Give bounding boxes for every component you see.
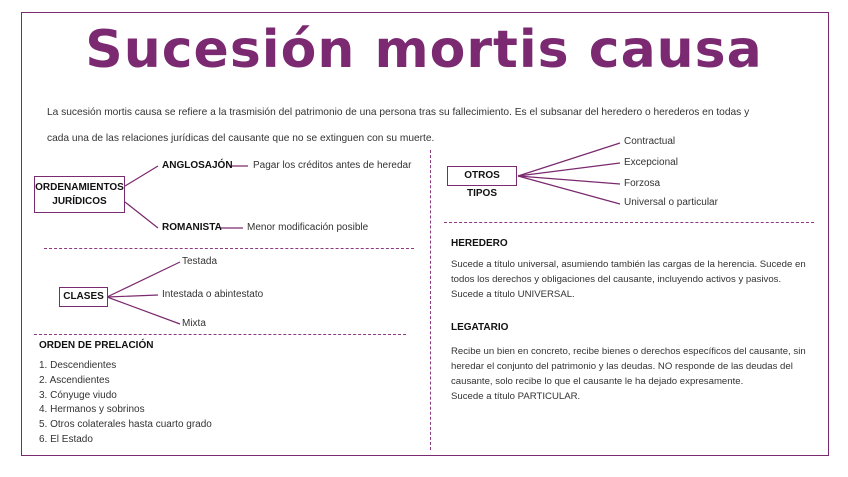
orden-item: 4. Hermanos y sobrinos — [39, 404, 145, 416]
orden-item: 5. Otros colaterales hasta cuarto grado — [39, 419, 212, 431]
ordenamientos-label-line2: JURÍDICOS — [52, 196, 107, 207]
orden-item: 1. Descendientes — [39, 360, 117, 371]
tipo-excepcional: Excepcional — [624, 157, 678, 168]
otros-tipos-box — [447, 166, 517, 199]
orden-item: 6. El Estado — [39, 433, 93, 445]
ordenamientos-label-line1: ORDENAMIENTOS — [35, 182, 124, 193]
heredero-heading: HEREDERO — [451, 238, 508, 249]
separator-left-1 — [44, 248, 414, 249]
connector-anglosajon — [125, 166, 158, 186]
orden-heading: ORDEN DE PRELACIÓN — [39, 340, 154, 351]
legatario-line: causante, solo recibe lo que el causante le ha dejado expresamente. — [451, 376, 744, 387]
heredero-line: todos los derechos y obligaciones del causante, incluyendo activos y pasivos. — [451, 274, 782, 285]
ordenamientos-box — [34, 176, 125, 213]
legatario-line: Recibe un bien en concreto, recibe bienes o derechos específicos del causante, sin — [451, 346, 806, 357]
legatario-line: heredar el conjunto del patrimonio y las deudas. NO responde de las deudas del — [451, 361, 793, 372]
separator-vertical — [430, 150, 431, 450]
heredero-line: Sucede a título UNIVERSAL. — [451, 289, 575, 300]
orden-item: 3. Cónyuge viudo — [39, 389, 117, 401]
heredero-text — [451, 257, 821, 302]
legatario-line: Sucede a título PARTICULAR. — [451, 391, 581, 402]
clase-intestada: Intestada o abintestato — [162, 289, 264, 300]
separator-right-1 — [444, 222, 814, 223]
tipo-forzosa: Forzosa — [624, 178, 661, 189]
orden-item: 2. Ascendientes — [39, 374, 110, 386]
branch-anglosajon: ANGLOSAJÓN — [162, 160, 233, 171]
heredero-line: Sucede a título universal, asumiendo también las cargas de la herencia. Sucede en — [451, 259, 806, 270]
tipo-contractual: Contractual — [624, 136, 676, 147]
branch-romanista: ROMANISTA — [162, 222, 222, 233]
intro-line-2: cada una de las relaciones jurídicas del causante que no se extinguen con su muerte. — [47, 133, 435, 144]
separator-left-2 — [34, 334, 406, 335]
page-title: Sucesión mortis causa — [85, 20, 763, 80]
clases-label: CLASES — [63, 291, 104, 302]
clase-testada: Testada — [182, 256, 218, 267]
orden-list — [39, 359, 212, 448]
legatario-text — [451, 344, 821, 404]
connector-mixta — [107, 297, 180, 324]
connector-romanista — [125, 202, 158, 228]
tipo-universal: Universal o particular — [624, 197, 718, 208]
connector-intestada — [107, 295, 158, 297]
legatario-heading: LEGATARIO — [451, 322, 509, 333]
connector-contractual — [518, 143, 620, 176]
clases-box — [59, 287, 108, 307]
connector-excepcional — [518, 163, 620, 176]
intro-line-1: La sucesión mortis causa se refiere a la trasmisión del patrimonio de una persona tras su fallecimiento. Es el subsanar del heredero o herederos en todas y — [47, 107, 750, 118]
branch-romanista-desc: Menor modificación posible — [247, 222, 369, 233]
branch-anglosajon-desc: Pagar los créditos antes de heredar — [253, 160, 412, 171]
otros-tipos-label: OTROS TIPOS — [464, 170, 500, 199]
clase-mixta: Mixta — [182, 318, 206, 329]
